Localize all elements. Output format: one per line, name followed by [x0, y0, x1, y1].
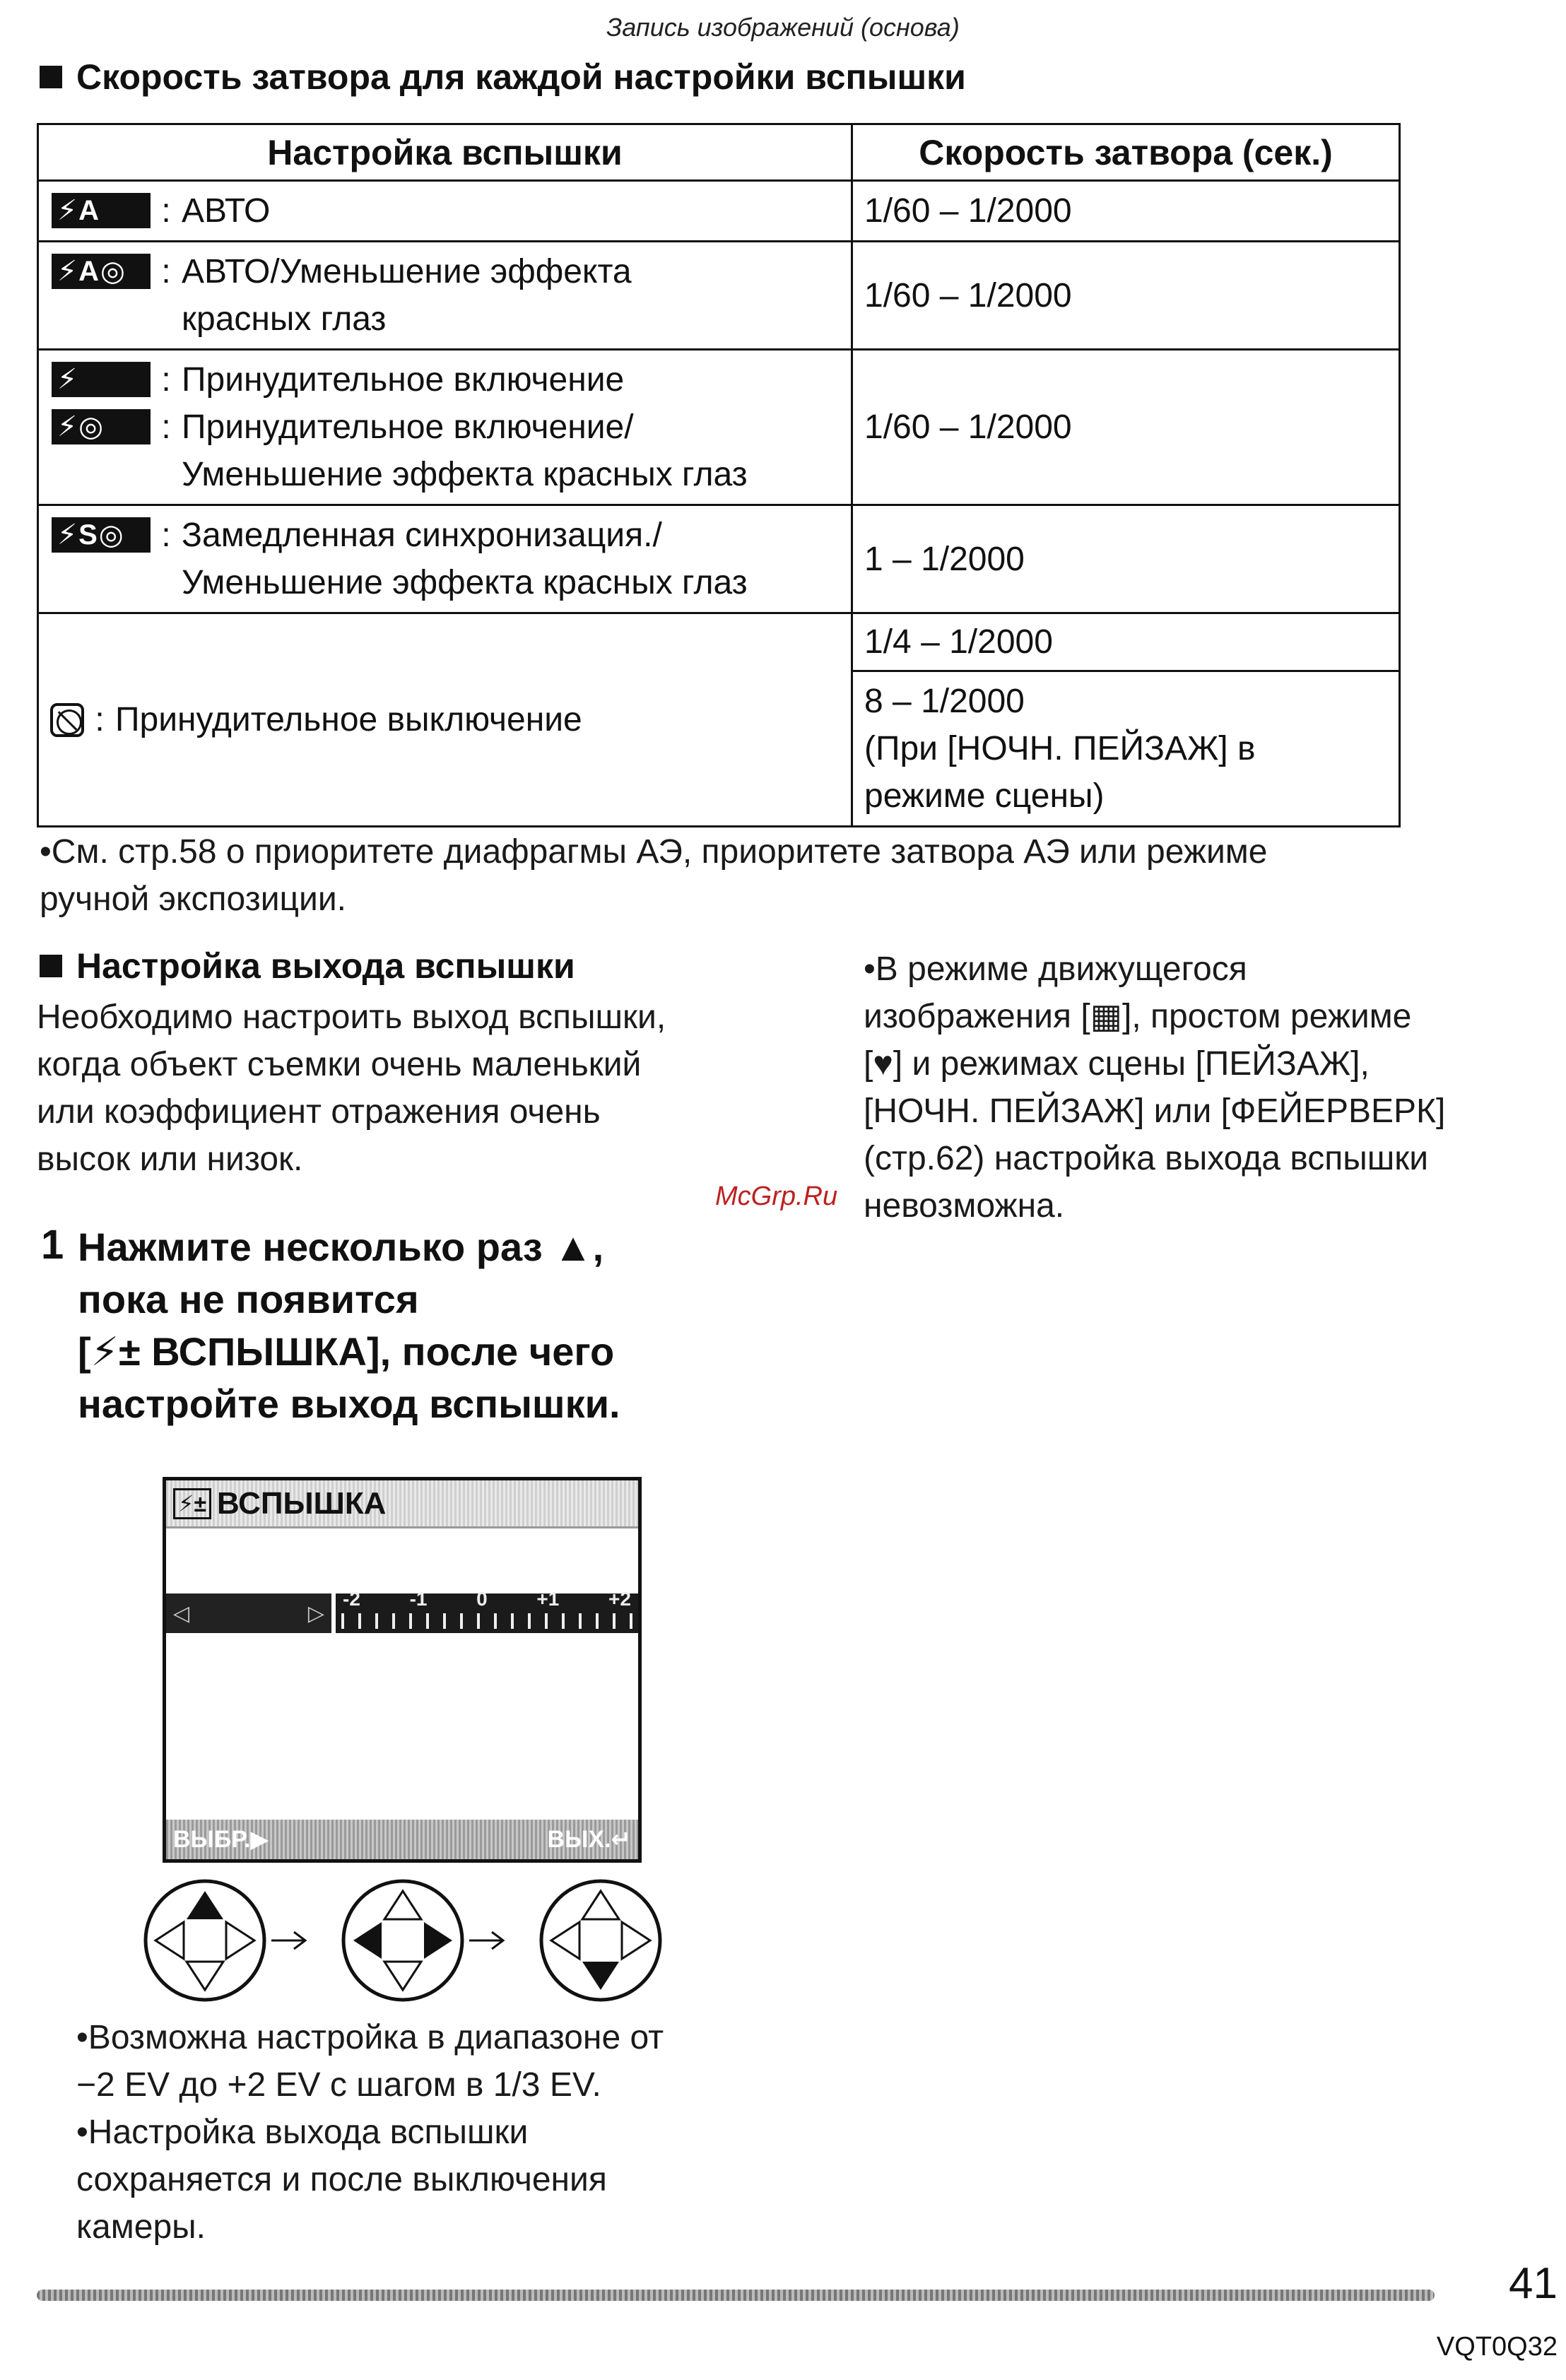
table-note: •См. стр.58 о приоритете диафрагмы АЭ, приоритете затвора АЭ или режиме ручной экспозиции.	[40, 833, 1268, 918]
flash-forced-redeye-icon: ⚡◎	[52, 409, 151, 444]
page-code: VQT0Q32	[1436, 2332, 1558, 2362]
col-speed-header: Скорость затвора (сек.)	[852, 124, 1400, 181]
cursor-button-diagram	[141, 1870, 664, 2011]
ev-label: -2	[343, 1588, 360, 1610]
lcd-title: ВСПЫШКА	[217, 1485, 387, 1521]
ev-label: -1	[409, 1588, 428, 1610]
ev-label: 0	[476, 1588, 488, 1610]
shutter-section-title: Скорость затвора для каждой настройки вспышки	[40, 57, 966, 98]
table-row: ⚡A : АВТО 1/60 – 1/2000	[38, 181, 1400, 242]
table-row: ⚡A◎ : АВТО/Уменьшение эффекта красных глаз 1/60 – 1/2000	[38, 242, 1400, 350]
right-arrow-icon: ▷	[307, 1601, 324, 1625]
bullet-memory-note: •Настройка выхода вспышки сохраняется и после выключения камеры.	[76, 2114, 607, 2246]
col-setting-header: Настройка вспышки	[38, 124, 852, 181]
ev-scale[interactable]	[336, 1588, 638, 1633]
select-hint: ВЫБР.▶	[173, 1826, 269, 1853]
setting-label: Принудительное выключение	[115, 701, 582, 738]
setting-label: Замедленная синхронизация./ Уменьшение эффекта красных глаз	[182, 517, 748, 601]
watermark: McGrp.Ru	[715, 1182, 838, 1211]
setting-label: Принудительное включение/ Уменьшение эффекта красных глаз	[182, 408, 748, 493]
running-header: Запись изображений (основа)	[606, 13, 960, 42]
bullet-square-icon	[40, 66, 62, 88]
arrow-right-icon	[271, 1932, 305, 1949]
flash-auto-redeye-icon: ⚡A◎	[52, 254, 151, 289]
lcd-title-bar	[166, 1480, 638, 1528]
left-arrow-icon: ◁	[173, 1601, 190, 1625]
flash-adjust-icon: ⚡±	[173, 1488, 211, 1519]
speed-value: 1/4 – 1/2000	[852, 613, 1400, 671]
setting-label: Принудительное включение	[182, 361, 625, 399]
step-instruction: Нажмите несколько раз ▲, пока не появится [⚡± ВСПЫШКА], после чего настройте выход вспышки.	[78, 1225, 620, 1426]
table-row: ⚡ : Принудительное включение ⚡◎ : Принудительное включение/ Уменьшение эффекта красных глаз 1/60 – 1/2000	[38, 350, 1400, 505]
output-restriction-note: •В режиме движущегося изображения [▦], простом режиме [♥] и режимах сцены [ПЕЙЗАЖ], [НОЧН. ПЕЙЗАЖ] или [ФЕЙЕРВЕРК] (стр.62) настройка выхода вспышки невозможна.	[864, 950, 1446, 1225]
footer-rule	[37, 2290, 1435, 2301]
page-number: 41	[1509, 2259, 1558, 2308]
setting-label: АВТО/Уменьшение эффекта красных глаз	[182, 253, 632, 338]
speed-value: 1/60 – 1/2000	[852, 181, 1400, 242]
flash-auto-icon: ⚡A	[52, 193, 151, 228]
output-section-body: Необходимо настроить выход вспышки, когда объект съемки очень маленький или коэффициент отражения очень высок или низок.	[37, 998, 666, 1178]
flash-off-icon	[50, 703, 84, 737]
setting-label: АВТО	[182, 192, 271, 230]
step-number: 1	[41, 1222, 64, 1268]
flash-slow-sync-icon: ⚡S◎	[52, 517, 151, 553]
bullet-range-note: •Возможна настройка в диапазоне от −2 EV до +2 EV с шагом в 1/3 EV.	[76, 2019, 664, 2104]
arrow-right-icon	[469, 1932, 503, 1949]
flash-forced-on-icon: ⚡	[52, 362, 151, 397]
speed-value: 1/60 – 1/2000	[852, 242, 1400, 350]
ev-label: +1	[536, 1588, 560, 1610]
bullet-square-icon	[40, 955, 62, 977]
table-header-row	[38, 124, 1400, 181]
lcd-selector[interactable]	[166, 1593, 331, 1633]
ev-label: +2	[608, 1588, 631, 1610]
dpad-left-right-icon	[343, 1881, 462, 2000]
flash-output-row[interactable]	[166, 1588, 638, 1633]
speed-value: 1/60 – 1/2000	[852, 350, 1400, 505]
exit-hint: ВЫХ.↵	[547, 1826, 631, 1853]
speed-value: 1 – 1/2000	[852, 505, 1400, 613]
lcd-bottom-bar	[166, 1820, 638, 1859]
dpad-down-icon	[541, 1881, 660, 2000]
output-section-title: Настройка выхода вспышки	[40, 945, 575, 986]
speed-value: 8 – 1/2000 (При [НОЧН. ПЕЙЗАЖ] в режиме сцены)	[852, 671, 1400, 827]
ev-ticks	[341, 1613, 632, 1629]
dpad-up-icon	[146, 1881, 264, 2000]
ev-scale-labels	[343, 1588, 631, 1610]
table-row: : Принудительное выключение 1/4 – 1/2000	[38, 613, 1400, 671]
shutter-speed-table	[37, 123, 1401, 827]
camera-lcd-screen	[163, 1477, 642, 1863]
table-row: ⚡S◎ : Замедленная синхронизация./ Уменьшение эффекта красных глаз 1 – 1/2000	[38, 505, 1400, 613]
